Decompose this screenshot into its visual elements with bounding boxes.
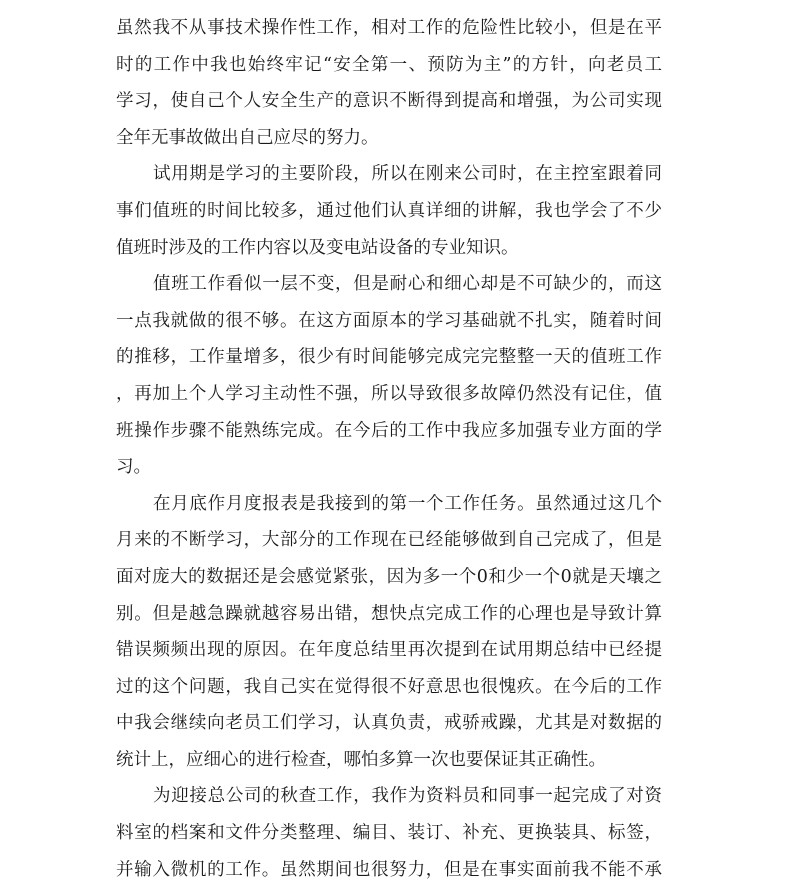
text-line: 并输入微机的工作。虽然期间也很努力，但是在事实面前我不能不承: [116, 859, 662, 880]
text-line: 月来的不断学习，大部分的工作现在已经能够做到自己完成了，但是: [116, 530, 662, 551]
text-line: 在月底作月度报表是我接到的第一个工作任务。虽然通过这几个: [153, 493, 662, 514]
text-line: 值班工作看似一层不变，但是耐心和细心却是不可缺少的，而这: [153, 274, 662, 295]
text-line: 虽然我不从事技术操作性工作，相对工作的危险性比较小，但是在平: [116, 18, 662, 38]
text-line: 统计上，应细心的进行检查，哪怕多算一次也要保证其正确性。: [116, 749, 606, 770]
text-line: 一点我就做的很不够。在这方面原本的学习基础就不扎实，随着时间: [116, 310, 662, 331]
text-line: 料室的档案和文件分类整理、编目、装订、补充、更换装具、标签，: [116, 823, 662, 844]
text-line: 中我会继续向老员工们学习，认真负责，戒骄戒躁，尤其是对数据的: [116, 713, 662, 734]
text-line: 过的这个问题，我自己实在觉得很不好意思也很愧疚。在今后的工作: [116, 676, 662, 697]
text-line: 学习，使自己个人安全生产的意识不断得到提高和增强，为公司实现: [116, 91, 662, 112]
text-line: ，再加上个人学习主动性不强，所以导致很多故障仍然没有记住，值: [116, 383, 662, 404]
text-line: 试用期是学习的主要阶段，所以在刚来公司时，在主控室跟着同: [153, 164, 662, 185]
text-line: 习。: [116, 457, 151, 478]
text-line: 全年无事故做出自己应尽的努力。: [116, 127, 379, 148]
text-line: 的推移，工作量增多，很少有时间能够完成完完整整一天的值班工作: [116, 347, 662, 368]
text-line: 面对庞大的数据还是会感觉紧张，因为多一个0和少一个0就是天壤之: [116, 566, 662, 587]
text-line: 值班时涉及的工作内容以及变电站设备的专业知识。: [116, 237, 519, 258]
text-line: 时的工作中我也始终牢记“安全第一、预防为主”的方针，向老员工: [116, 54, 662, 75]
text-line: 事们值班的时间比较多，通过他们认真详细的讲解，我也学会了不少: [116, 200, 662, 221]
text-line: 错误频频出现的原因。在年度总结里再次提到在试用期总结中已经提: [116, 640, 662, 661]
text-line: 班操作步骤不能熟练完成。在今后的工作中我应多加强专业方面的学: [116, 420, 662, 441]
text-line: 为迎接总公司的秋查工作，我作为资料员和同事一起完成了对资: [153, 786, 662, 807]
text-line: 别。但是越急躁就越容易出错，想快点完成工作的心理也是导致计算: [116, 603, 662, 624]
document-body: [116, 10, 662, 888]
